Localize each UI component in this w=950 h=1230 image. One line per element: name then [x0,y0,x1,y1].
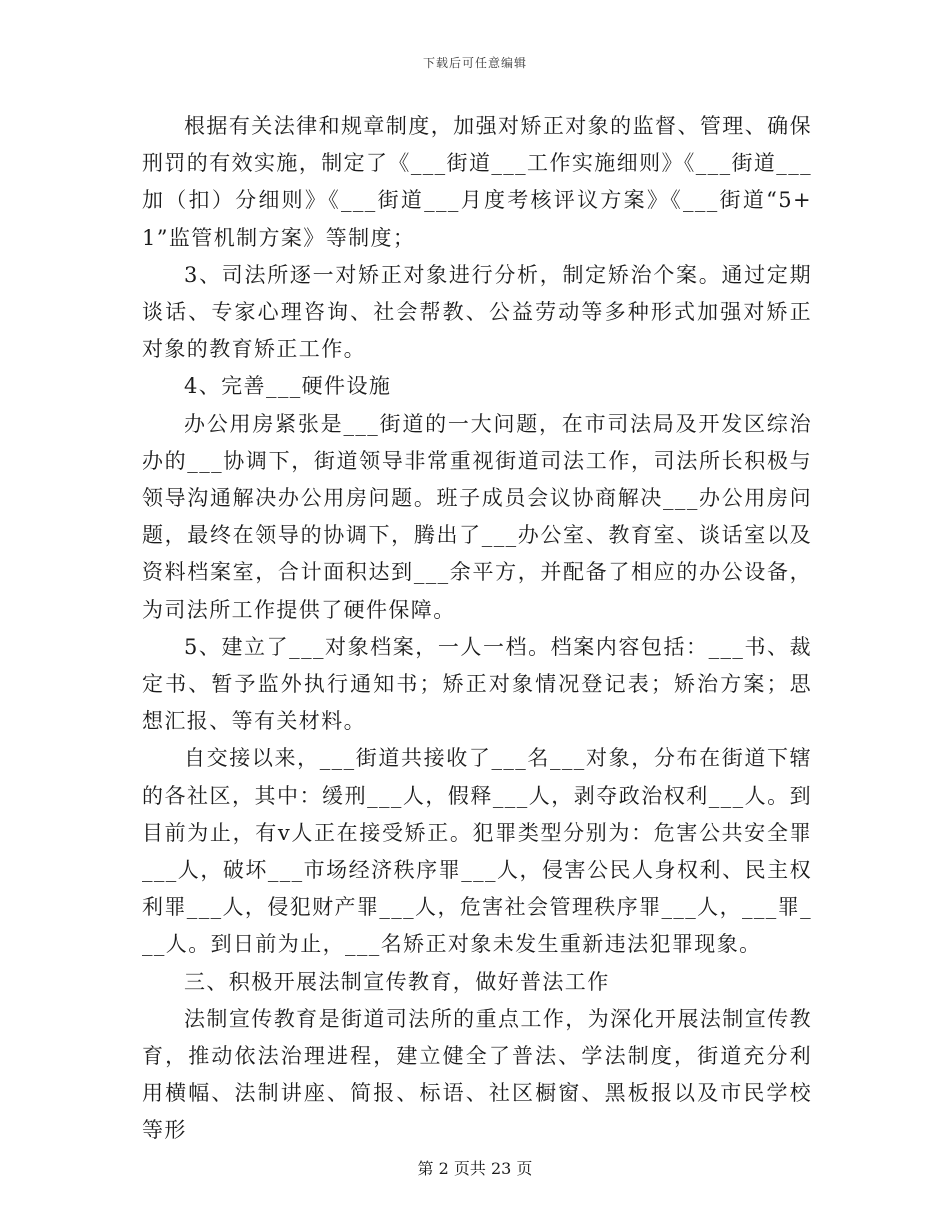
paragraph-legal-education: 法制宣传教育是街道司法所的重点工作，为深化开展法制宣传教育，推动依法治理进程，建立健全了普法、学法制度，街道充分利用横幅、法制讲座、简报、标语、社区橱窗、黑板报以及市民学校等形 [142,1006,812,1143]
paragraph-office-space: 办公用房紧张是___街道的一大问题，在市司法局及开发区综治办的___协调下，街道领导非常重视街道司法工作，司法所长积极与领导沟通解决办公用房问题。班子成员会议协商解决___办公用房问题，最终在领导的协调下，腾出了___办公室、教育室、谈话室以及资料档案室，合计面积达到___余平方，并配备了相应的办公设备，为司法所工作提供了硬件保障。 [142,411,812,622]
paragraph-statistics: 自交接以来，___街道共接收了___名___对象，分布在街道下辖的各社区，其中：缓刑___人，假释___人，剥夺政治权利___人。到目前为止，有v人正在接受矫正。犯罪类型分别为：危害公共安全罪___人，破坏___市场经济秩序罪___人，侵害公民人身权利、民主权利罪___人，侵犯财产罪___人，危害社会管理秩序罪___人，___罪___人。到日前为止，___名矫正对象未发生重新违法犯罪现象。 [142,746,812,957]
page-number: 第 2 页共 23 页 [417,1159,533,1178]
paragraph-regulations: 根据有关法律和规章制度，加强对矫正对象的监督、管理、确保刑罚的有效实施，制定了《___街道___工作实施细则》《___街道___加（扣）分细则》《___街道___月度考核评议方案》《___街道“5+1”监管机制方案》等制度； [142,114,812,250]
paragraph-item-5: 5、建立了___对象档案，一人一档。档案内容包括：___书、裁定书、暂予监外执行通知书；矫正对象情况登记表；矫治方案；思想汇报、等有关材料。 [142,634,812,734]
page-header: 下载后可任意编辑 [422,56,527,70]
section-heading-3: 三、积极开展法制宣传教育，做好普法工作 [184,969,610,994]
paragraph-item-3: 3、司法所逐一对矫正对象进行分析，制定矫治个案。通过定期谈话、专家心理咨询、社会帮教、公益劳动等多种形式加强对矫正对象的教育矫正工作。 [142,262,812,362]
document-body [142,108,812,1150]
paragraph-item-4-heading: 4、完善___硬件设施 [184,374,392,399]
